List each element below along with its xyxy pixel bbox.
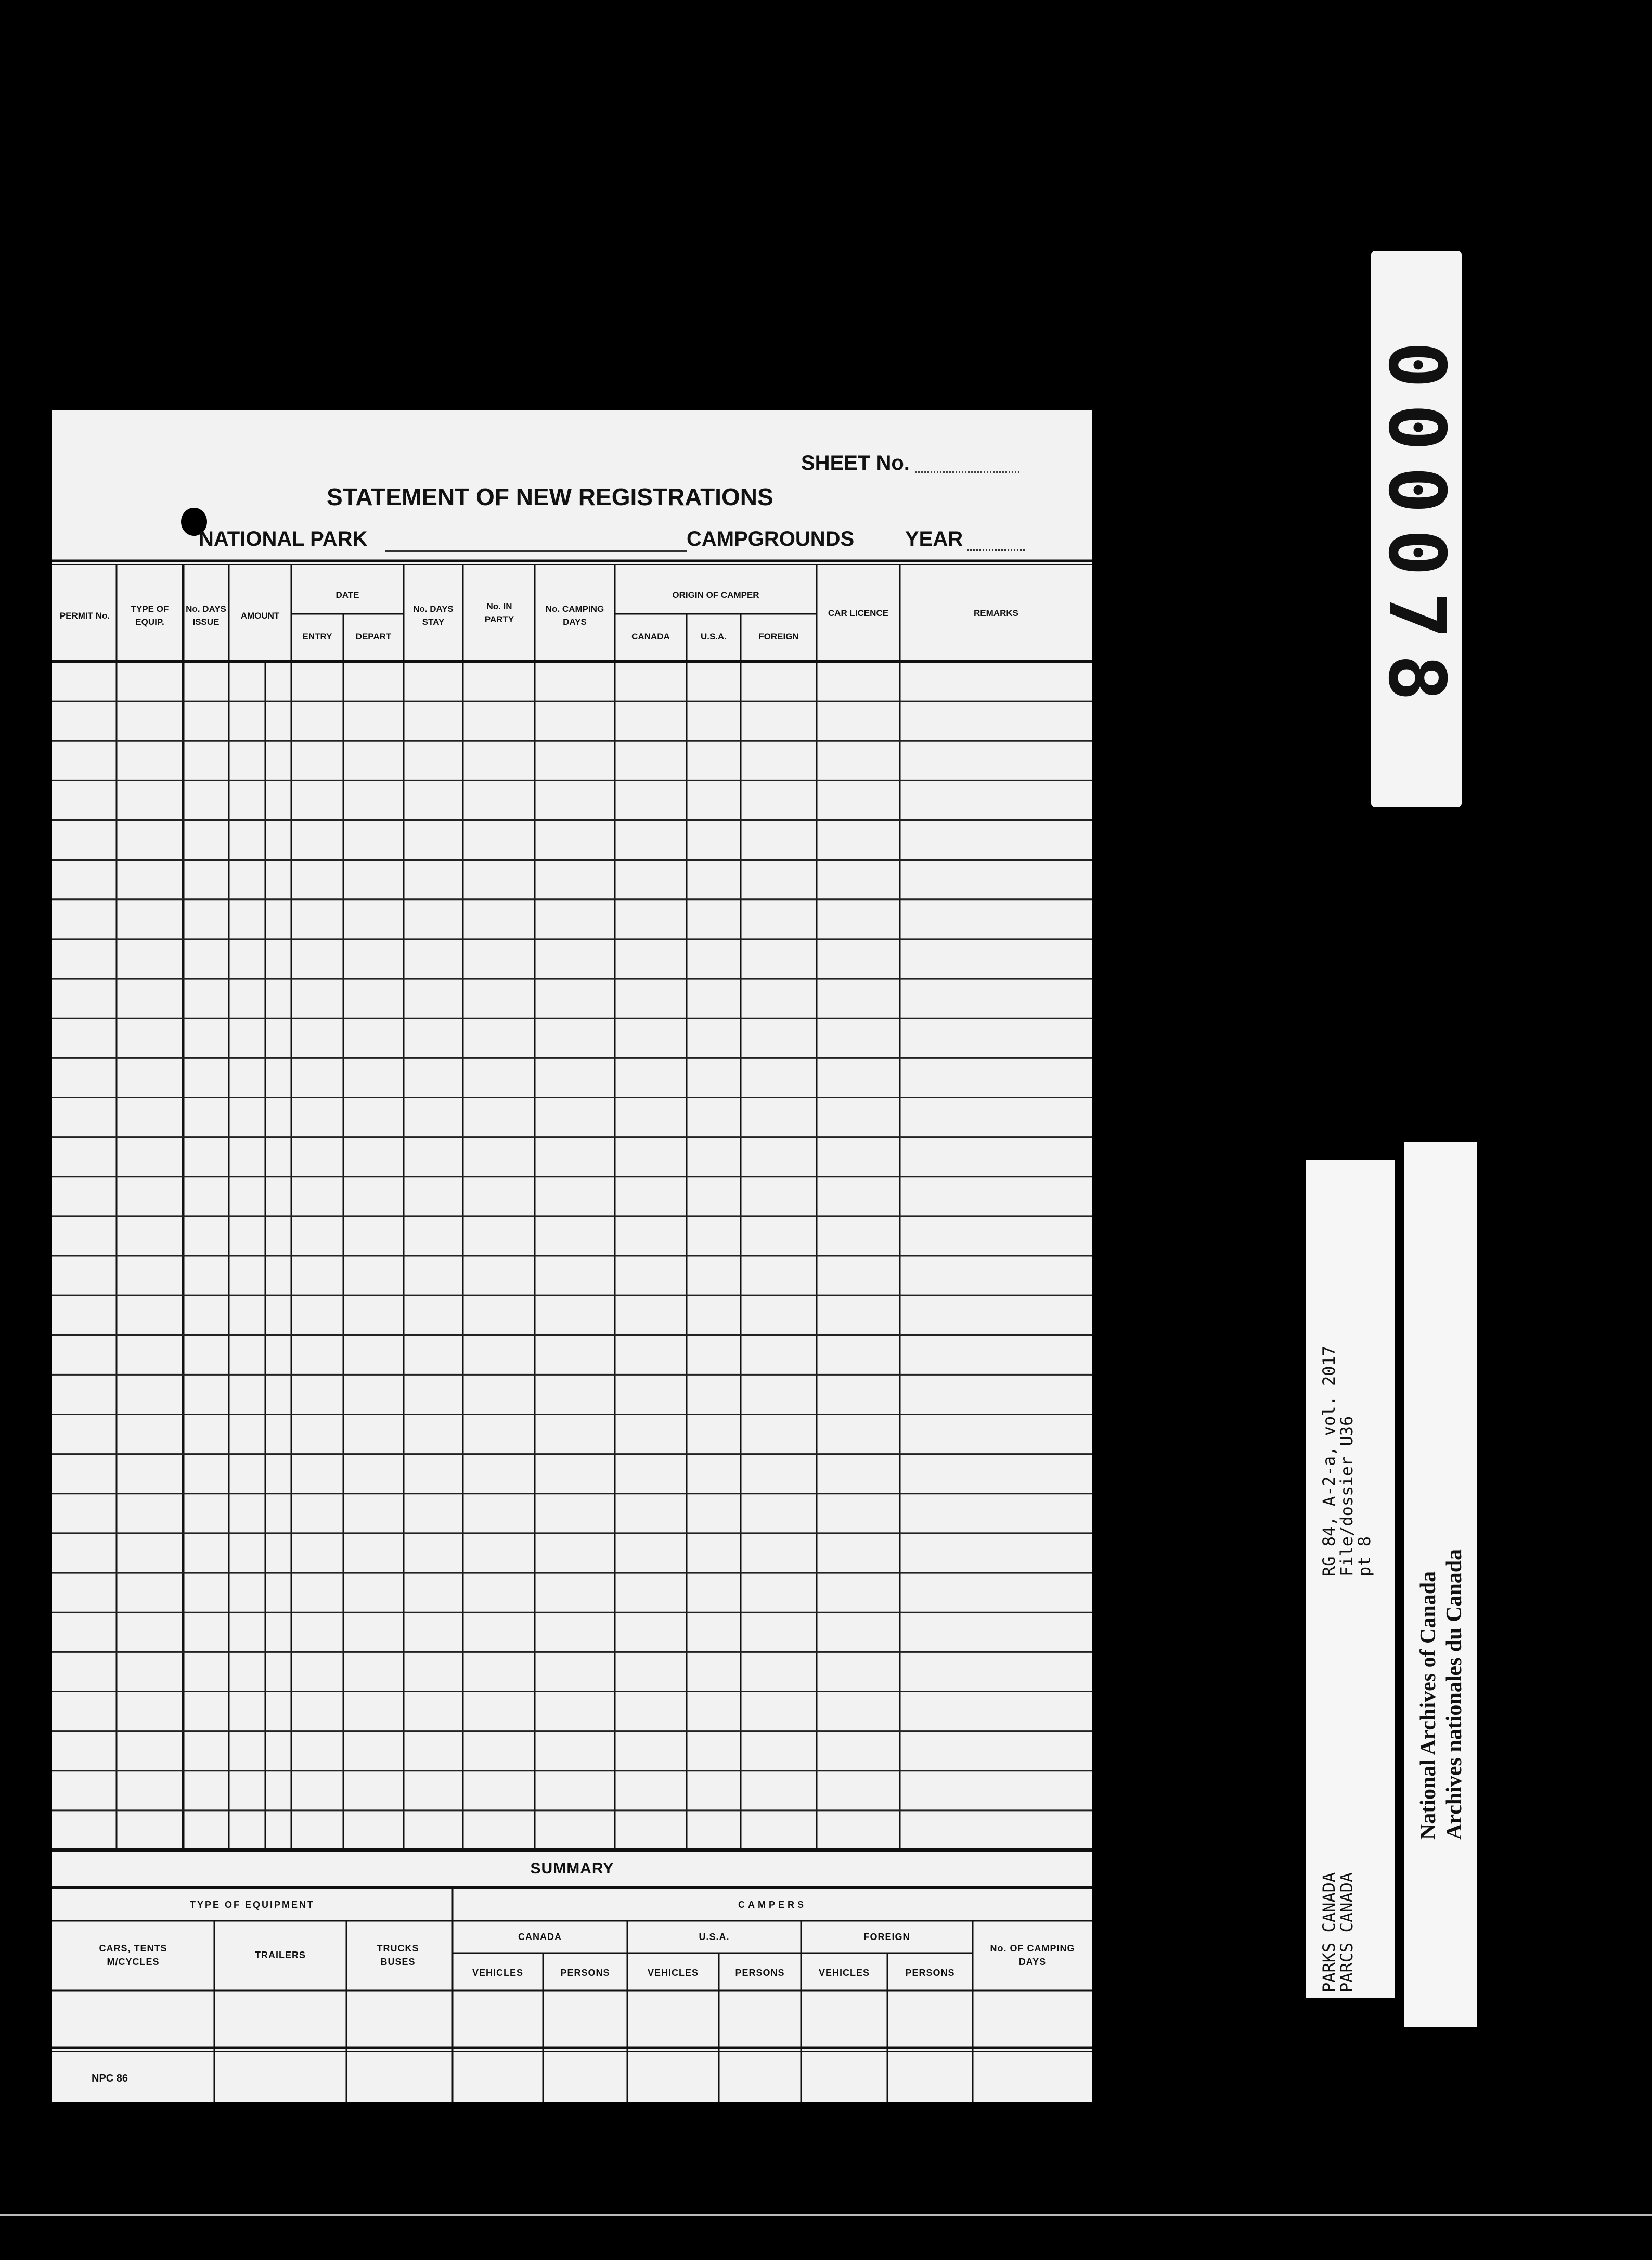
summary-title: SUMMARY bbox=[530, 1860, 614, 1877]
summary-camping-days: No. OF CAMPING DAYS bbox=[990, 1943, 1075, 1967]
reference-line-3: pt 8 bbox=[1354, 1536, 1374, 1576]
parks-canada-en: PARKS CANADA bbox=[1319, 1872, 1339, 1993]
col-remarks: REMARKS bbox=[974, 608, 1018, 618]
col-days-stay: No. DAYS STAY bbox=[413, 604, 454, 627]
archive-reference-label bbox=[1306, 1160, 1395, 1998]
col-origin-of-camper: ORIGIN OF CAMPER bbox=[672, 589, 759, 600]
reference-line-1: RG 84, A-2-a, vol. 2017 bbox=[1319, 1345, 1339, 1576]
col-permit-no: PERMIT No. bbox=[59, 610, 110, 621]
year-label: YEAR bbox=[905, 528, 963, 550]
archives-name-fr: Archives nationales du Canada bbox=[1442, 1549, 1466, 1840]
reference-line-2: File/dossier U36 bbox=[1337, 1416, 1357, 1576]
col-date: DATE bbox=[335, 589, 359, 600]
summary-foreign-vehicles: VEHICLES bbox=[818, 1968, 870, 1978]
campgrounds-label: CAMPGROUNDS bbox=[687, 528, 855, 550]
summary-type-of-equipment: TYPE OF EQUIPMENT bbox=[189, 1899, 315, 1910]
col-depart: DEPART bbox=[355, 631, 392, 641]
summary-canada: CANADA bbox=[518, 1932, 562, 1942]
sheet-no-label: SHEET No. bbox=[801, 452, 910, 474]
national-park-label: NATIONAL PARK bbox=[199, 528, 368, 550]
reel-number-strip bbox=[1371, 251, 1462, 807]
col-origin-canada: CANADA bbox=[631, 631, 670, 641]
summary-canada-vehicles: VEHICLES bbox=[472, 1968, 524, 1978]
summary-foreign: FOREIGN bbox=[863, 1932, 910, 1942]
summary-usa-persons: PERSONS bbox=[735, 1968, 785, 1978]
col-entry: ENTRY bbox=[302, 631, 332, 641]
col-car-licence: CAR LICENCE bbox=[828, 608, 889, 618]
summary-trucks-buses: TRUCKS BUSES bbox=[377, 1943, 419, 1967]
summary-trailers: TRAILERS bbox=[255, 1950, 306, 1960]
summary-usa-vehicles: VEHICLES bbox=[647, 1968, 699, 1978]
summary-campers: CAMPERS bbox=[738, 1899, 807, 1910]
col-origin-foreign: FOREIGN bbox=[758, 631, 799, 641]
summary-cars-tents: CARS, TENTS M/CYCLES bbox=[99, 1943, 167, 1967]
registration-form bbox=[52, 410, 1092, 2102]
summary-usa: U.S.A. bbox=[699, 1932, 730, 1942]
col-type-of-equip: TYPE OF EQUIP. bbox=[131, 604, 169, 627]
col-origin-usa: U.S.A. bbox=[700, 631, 727, 641]
form-grid bbox=[52, 410, 1092, 2102]
summary-foreign-persons: PERSONS bbox=[905, 1968, 955, 1978]
summary-canada-persons: PERSONS bbox=[560, 1968, 610, 1978]
archives-name-en: National Archives of Canada bbox=[1416, 1571, 1440, 1840]
col-days-issue: No. DAYS ISSUE bbox=[186, 604, 226, 627]
national-archives-label bbox=[1404, 1142, 1477, 2027]
parks-canada-fr: PARCS CANADA bbox=[1337, 1872, 1357, 1993]
col-camping-days: No. CAMPING DAYS bbox=[545, 604, 604, 627]
form-title: STATEMENT OF NEW REGISTRATIONS bbox=[327, 483, 773, 510]
col-no-in-party: No. IN PARTY bbox=[484, 601, 514, 624]
reel-number: 000078 bbox=[1371, 341, 1462, 717]
col-amount: AMOUNT bbox=[240, 610, 280, 621]
bottom-rule bbox=[0, 2214, 1652, 2216]
form-code: NPC 86 bbox=[92, 2073, 128, 2084]
